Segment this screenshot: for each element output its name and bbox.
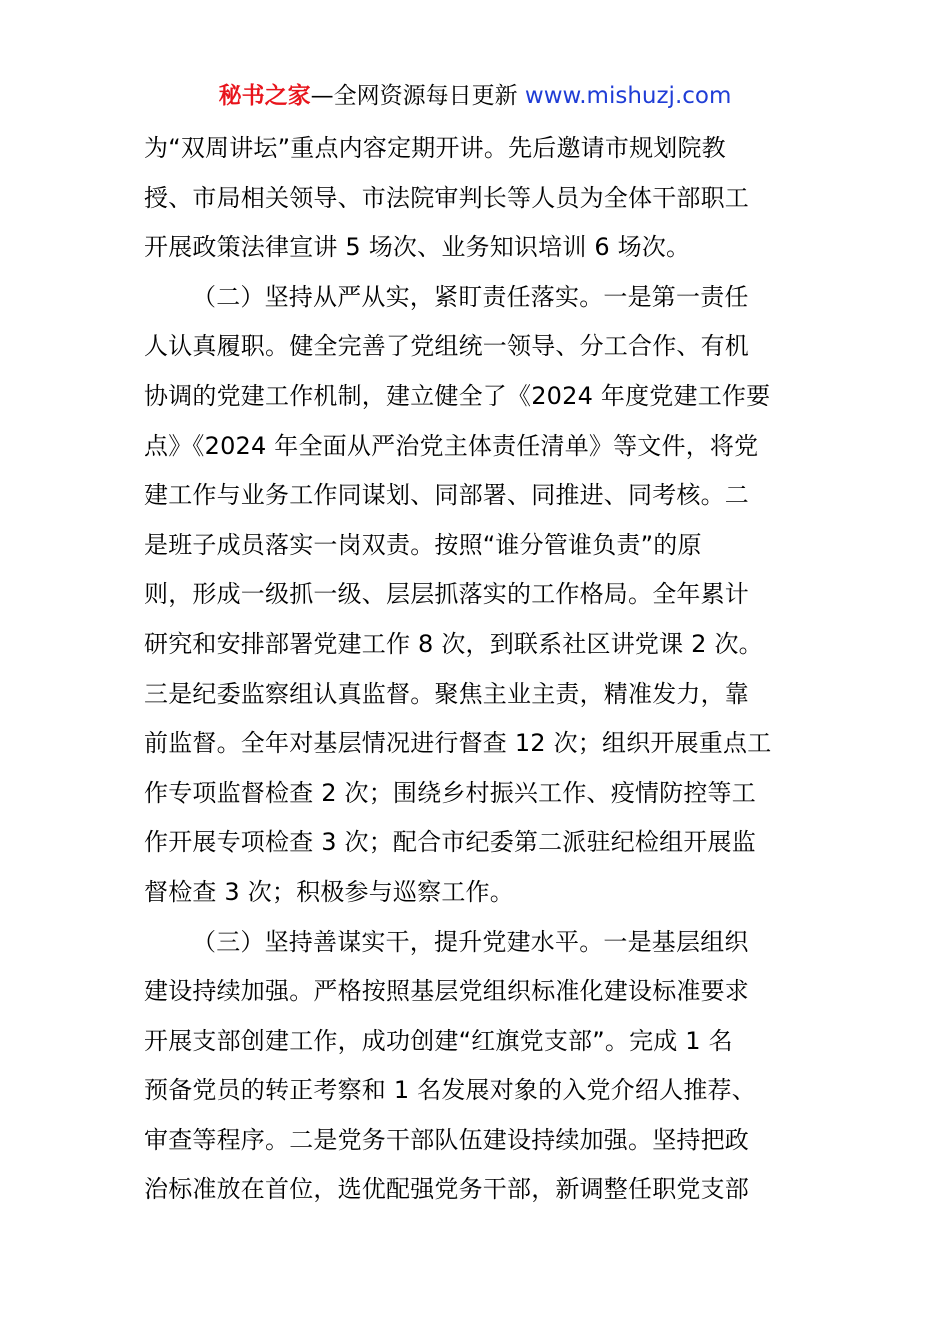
body-line: 督检查 3 次；积极参与巡察工作。 (144, 877, 514, 906)
body-line: 审查等程序。二是党务干部队伍建设持续加强。坚持把政 (144, 1125, 749, 1154)
body-line: 是班子成员落实一岗双责。按照“谁分管谁负责”的原 (144, 530, 702, 559)
body-line: 协调的党建工作机制，建立健全了《2024 年度党建工作要 (144, 381, 771, 410)
document-body (144, 124, 824, 1215)
body-line: 点》《2024 年全面从严治党主体责任清单》等文件，将党 (144, 431, 759, 460)
brand-name: 秘书之家 (218, 83, 311, 109)
site-url-link[interactable]: www.mishuzj.com (524, 83, 732, 109)
body-line: 三是纪委监察组认真监督。聚焦主业主责，精准发力，靠 (144, 679, 749, 708)
body-line: 为“双周讲坛”重点内容定期开讲。先后邀请市规划院教 (144, 134, 726, 162)
body-line: 建工作与业务工作同谋划、同部署、同推进、同考核。二 (144, 481, 749, 510)
site-header (0, 80, 950, 112)
body-line: 作专项监督检查 2 次；围绕乡村振兴工作、疫情防控等工 (144, 778, 756, 807)
body-line: 研究和安排部署党建工作 8 次，到联系社区讲党课 2 次。 (144, 629, 763, 658)
body-line: 授、市局相关领导、市法院审判长等人员为全体干部职工 (144, 183, 749, 212)
body-line: 治标准放在首位，选优配强党务干部，新调整任职党支部 (144, 1175, 749, 1204)
body-line: 开展政策法律宣讲 5 场次、业务知识培训 6 场次。 (144, 233, 691, 262)
body-line: 建设持续加强。严格按照基层党组织标准化建设标准要求 (144, 977, 749, 1006)
body-line: 开展支部创建工作，成功创建“红旗党支部”。完成 1 名 (144, 1026, 733, 1055)
section-heading-line: （三）坚持善谋实干，提升党建水平。一是基层组织 (192, 927, 749, 956)
body-line: 前监督。全年对基层情况进行督查 12 次；组织开展重点工 (144, 729, 772, 758)
body-line: 作开展专项检查 3 次；配合市纪委第二派驻纪检组开展监 (144, 828, 756, 857)
body-line: 人认真履职。健全完善了党组统一领导、分工合作、有机 (144, 332, 749, 361)
section-heading-line: （二）坚持从严从实，紧盯责任落实。一是第一责任 (192, 282, 749, 311)
header-tagline: —全网资源每日更新 (310, 83, 525, 109)
body-line: 则，形成一级抓一级、层层抓落实的工作格局。全年累计 (144, 580, 749, 609)
body-line: 预备党员的转正考察和 1 名发展对象的入党介绍人推荐、 (144, 1076, 756, 1105)
